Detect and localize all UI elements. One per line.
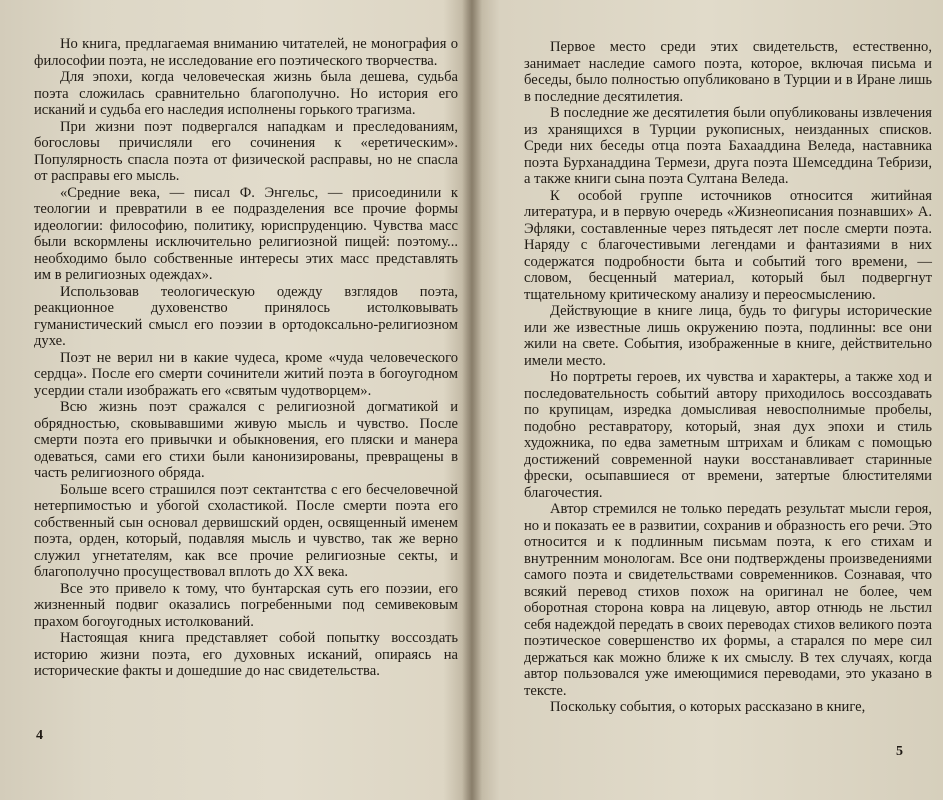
paragraph: «Средние века, — писал Ф. Энгельс, — присоединили к теологии и превратили в ее подразделения все прочие формы идеологии: философию, политику, юриспруденцию. Чувства масс были вскормлены исключительно религиозной пищей: поэтому... необходимо было собственные интересы этих масс представлять им в религиозных одеждах». bbox=[34, 184, 458, 283]
paragraph: Использовав теологическую одежду взглядов поэта, реакционное духовенство принялось истолковывать гуманистический смысл его поэзии в ортодоксально-религиозном духе. bbox=[34, 283, 458, 349]
paragraph: Но портреты героев, их чувства и характеры, а также ход и последовательность событий автору приходилось воссоздавать по крупицам, изредка домысливая невосполнимые пробелы, подобно реставратору, который, зная дух эпохи и стиль художника, по едва заметным штрихам и бликам с помощью достижений современной науки восстанавливает старинные фрески, осыпавшиеся от времени, затертые блюстителями благочестия. bbox=[524, 369, 932, 501]
page-number-right: 5 bbox=[896, 744, 903, 759]
paragraph: Автор стремился не только передать результат мысли героя, но и показать ее в развитии, сохранив и образность его речи. Это относится и к подлинным письмам поэта, к его стихам и внутренним монологам. Все они подтверждены произведениями самого поэта и свидетельствами современников. Сознавая, что всякий перевод стихов похож на оригинал не более, чем оборотная сторона ковра на лицевую, автор отнюдь не льстил себя надеждой передать в своих переводах стихов великого поэта поэтическое совершенство их формы, а старался по мере сил держаться как можно ближе к их смыслу. В тех случаях, когда автор пользовался уже имеющимися переводами, это указано в тексте. bbox=[524, 501, 932, 699]
paragraph: При жизни поэт подвергался нападкам и преследованиям, богословы причисляли его сочинения к «еретическим». Популярность спасла поэта от физической расправы, но не спасла от расправы его мысль. bbox=[34, 118, 458, 184]
paragraph: Больше всего страшился поэт сектантства с его бесчеловечной нетерпимостью и убогой схоластикой. После смерти поэта его собственный сын основал дервишский орден, освященный именем поэта, орден, который, подавляя мысль и чувство, так же верно служил угнетателям, как все прочие религиозные секты, и благополучно просуществовал вплоть до XX века. bbox=[34, 481, 458, 580]
paragraph: Первое место среди этих свидетельств, естественно, занимает наследие самого поэта, которое, включая письма и беседы, было полностью опубликовано в Турции и в Иране лишь в последние десятилетия. bbox=[524, 39, 932, 105]
right-page-text bbox=[524, 39, 932, 716]
paragraph: К особой группе источников относится житийная литература, и в первую очередь «Жизнеописания познавших» А. Эфляки, составленные через пятьдесят лет после смерти поэта. Наряду с благочестивыми легендами и фантазиями в них содержатся подробности быта и событий того времени, — словом, бесценный материал, который был подвергнут тщательному критическому анализу и переосмыслению. bbox=[524, 187, 932, 303]
paragraph: Для эпохи, когда человеческая жизнь была дешева, судьба поэта сложилась сравнительно благополучно. Но история его исканий и судьба его наследия исполнены горького трагизма. bbox=[34, 69, 458, 118]
paragraph: В последние же десятилетия были опубликованы извлечения из хранящихся в Турции рукописных, неизданных списков. Среди них беседы отца поэта Бахааддина Веледа, наставника поэта Бурханаддина Термези, друга поэта Шемседдина Тебризи, а также книги сына поэта Султана Веледа. bbox=[524, 105, 932, 187]
page-number-left: 4 bbox=[36, 728, 43, 743]
paragraph: Всю жизнь поэт сражался с религиозной догматикой и обрядностью, сковывавшими живую мысль и чувство. После смерти поэта его привычки и обыкновения, его пляски и манера одеваться, сами его стихи были канонизированы, превращены в часть религиозного обряда. bbox=[34, 399, 458, 481]
paragraph: Действующие в книге лица, будь то фигуры исторические или же известные лишь окружению поэта, подлинны: все они жили на свете. События, изображенные в книге, действительно имели место. bbox=[524, 303, 932, 369]
paragraph: Поскольку события, о которых рассказано в книге, bbox=[550, 699, 866, 715]
left-page bbox=[0, 0, 470, 800]
right-page bbox=[478, 0, 943, 800]
paragraph: Все это привело к тому, что бунтарская суть его поэзии, его жизненный подвиг оказались погребенными под семивековым прахом богоугодных истолкований. bbox=[34, 580, 458, 630]
paragraph: Настоящая книга представляет собой попытку воссоздать историю жизни поэта, его духовных исканий, опираясь на исторические факты и дошедшие до нас свидетельства. bbox=[34, 630, 458, 679]
paragraph: Поэт не верил ни в какие чудеса, кроме «чуда человеческого сердца». После его смерти сочинители житий поэта в богоугодном усердии стали изображать его «святым чудотворцем». bbox=[34, 349, 458, 399]
paragraph: Но книга, предлагаемая вниманию читателей, не монография о философии поэта, не исследование его поэтического творчества. bbox=[34, 36, 458, 69]
left-page-text bbox=[34, 36, 458, 680]
